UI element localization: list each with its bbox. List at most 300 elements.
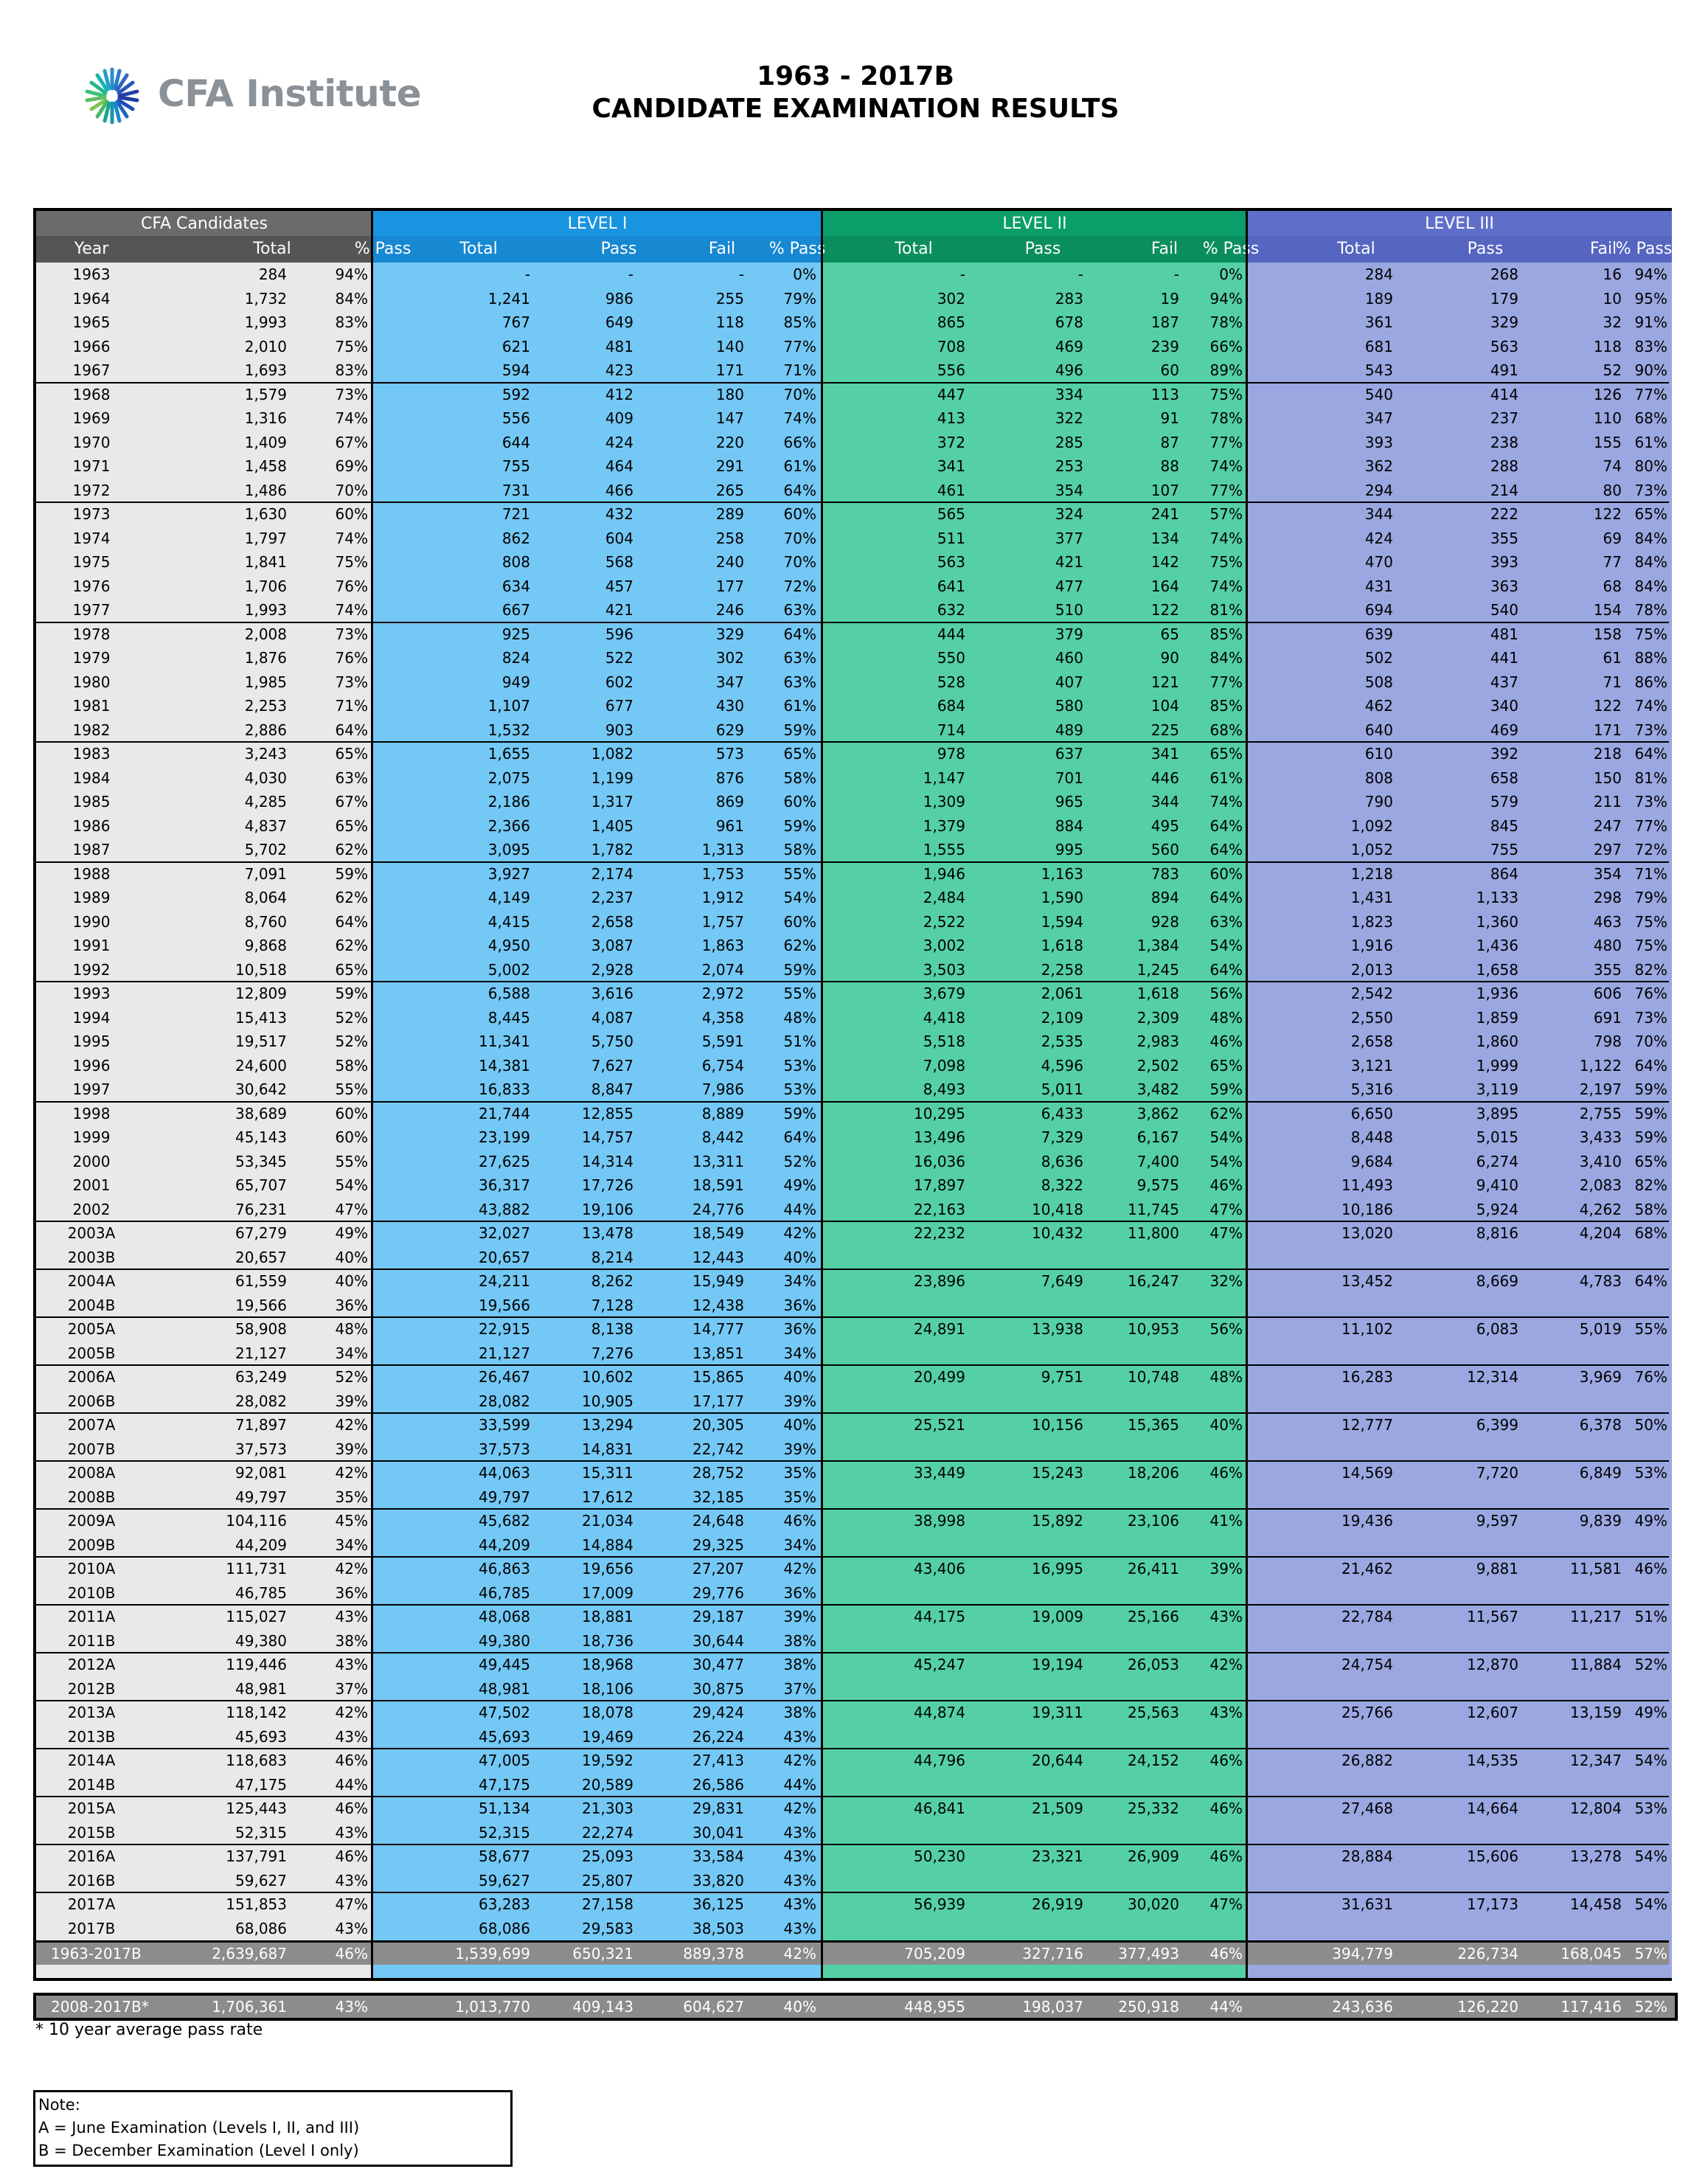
cell-l1-pass: 7,276 — [591, 1344, 633, 1362]
cell-l1-fail: 240 — [715, 553, 744, 571]
cell-l2-pass — [973, 1246, 1083, 1269]
cell-total: 151,853 — [226, 1895, 287, 1913]
cell-l3-total — [1260, 1533, 1393, 1557]
cell-l3-fail: 355 — [1593, 960, 1622, 979]
cell-l1-fail: 629 — [715, 721, 744, 739]
cell-l1-pass: 2,928 — [591, 960, 633, 979]
cell-l2-pct-pass: 94% — [1209, 289, 1243, 308]
cell-year: 1990 — [72, 912, 111, 931]
cell-l2-pct-pass: 81% — [1209, 601, 1243, 619]
cell-l3-pct-pass: 71% — [1634, 864, 1667, 883]
table-row — [36, 1365, 1669, 1389]
cell-l3-pass: 393 — [1490, 553, 1518, 571]
cell-l3-pass: 1,436 — [1476, 937, 1518, 954]
cell-l3-total — [1260, 1389, 1393, 1413]
table-row — [36, 1173, 1669, 1198]
cell-l3-pct-pass: 84% — [1634, 529, 1667, 547]
cell-year: 1996 — [72, 1056, 111, 1075]
grand-total-row — [36, 1940, 1669, 1965]
cell-pct-pass: 62% — [335, 841, 368, 858]
cell-l2-pct-pass: 54% — [1209, 937, 1243, 954]
column-header-l1-total: Total — [459, 240, 498, 258]
cell-pct-pass: 84% — [335, 289, 368, 308]
cell-l3-total: 362 — [1364, 457, 1393, 475]
cell-total: 44,209 — [235, 1535, 287, 1554]
cell-l2-total: 341 — [937, 457, 965, 475]
cell-l1-fail: 7,986 — [701, 1080, 744, 1098]
cell-l3-fail: 12,347 — [1570, 1752, 1622, 1769]
cell-l3-total: 1,431 — [1350, 889, 1393, 906]
cell-l1-pct-pass: 43% — [783, 1823, 816, 1842]
cell-l1-fail: 118 — [715, 313, 744, 331]
cell-l2-pass — [973, 1342, 1083, 1365]
cell-pct-pass: 49% — [335, 1224, 368, 1242]
cell-year: 1991 — [72, 937, 111, 954]
cell-l2-total: 1,555 — [923, 841, 965, 858]
total-cell-l1-pct-pass: 40% — [783, 1998, 816, 2016]
cell-year: 2014A — [67, 1752, 116, 1769]
cell-l2-total: 16,036 — [914, 1152, 965, 1170]
cell-l2-pass: 8,322 — [1041, 1176, 1083, 1194]
cell-l2-pass: 421 — [1055, 553, 1083, 571]
cell-l1-pct-pass: 40% — [783, 1416, 816, 1434]
cell-l1-pass: 596 — [605, 625, 633, 643]
cell-l1-pct-pass: 37% — [783, 1679, 816, 1698]
cell-l2-pct-pass: 64% — [1209, 960, 1243, 979]
cell-year: 2014B — [67, 1775, 116, 1794]
cell-l2-total: 25,521 — [914, 1416, 965, 1434]
cell-l1-pass: 19,656 — [582, 1560, 633, 1578]
cell-l2-pct-pass — [1187, 1533, 1243, 1557]
cell-l3-pct-pass: 53% — [1634, 1800, 1667, 1817]
cell-pct-pass: 35% — [335, 1488, 368, 1506]
cell-l2-fail: 783 — [1150, 864, 1179, 883]
cell-l1-total: 26,467 — [479, 1368, 530, 1386]
cell-l1-fail: 33,820 — [692, 1871, 744, 1889]
column-header-row — [36, 236, 1673, 263]
cell-l1-pct-pass: 61% — [783, 697, 816, 715]
cell-l1-pass: 19,592 — [582, 1752, 633, 1769]
cell-l2-fail: 25,332 — [1128, 1800, 1179, 1817]
table-row — [36, 622, 1669, 647]
cell-pct-pass: 47% — [335, 1895, 368, 1913]
cell-l3-pct-pass: 64% — [1634, 745, 1667, 763]
cell-l3-fail: 3,433 — [1579, 1128, 1622, 1146]
cell-l1-fail: 30,644 — [692, 1631, 744, 1650]
cell-l2-fail: 15,365 — [1128, 1416, 1179, 1434]
cell-l1-pct-pass: 38% — [783, 1631, 816, 1650]
cell-l1-pass: 27,158 — [582, 1895, 633, 1913]
cell-total: 19,566 — [235, 1296, 287, 1314]
cell-pct-pass: 42% — [335, 1560, 368, 1578]
cell-total: 4,030 — [244, 768, 287, 787]
row-group-separator — [36, 1412, 1669, 1414]
cell-l3-fail: 32 — [1603, 313, 1622, 331]
cell-l2-fail: 104 — [1150, 697, 1179, 715]
cell-l2-total: 708 — [937, 337, 965, 355]
column-header-total: Total — [253, 240, 291, 258]
table-row — [36, 958, 1669, 982]
cell-total: 118,142 — [226, 1704, 287, 1721]
cell-l1-fail: 5,591 — [701, 1032, 744, 1050]
cell-total: 24,600 — [235, 1056, 287, 1075]
cell-total: 2,010 — [244, 337, 287, 355]
cell-l2-total: 565 — [937, 505, 965, 523]
cell-l3-pass: 17,173 — [1467, 1895, 1518, 1913]
cell-l2-total: 13,496 — [914, 1128, 965, 1146]
cell-l2-total — [833, 1485, 965, 1509]
cell-l3-pct-pass — [1629, 1917, 1667, 1940]
cell-l1-pct-pass: 70% — [783, 553, 816, 571]
cell-l3-total: 11,493 — [1341, 1176, 1393, 1194]
cell-pct-pass: 73% — [335, 673, 368, 691]
column-header-l3-pct-pass: % Pass — [1615, 240, 1673, 258]
cell-l2-pct-pass: 74% — [1209, 793, 1243, 811]
cell-l3-fail: 14,458 — [1570, 1895, 1622, 1913]
cell-l1-total: 5,002 — [487, 960, 530, 979]
cell-pct-pass: 65% — [335, 816, 368, 835]
cell-total: 1,458 — [244, 457, 287, 475]
cell-l3-fail: 68 — [1603, 577, 1622, 595]
cell-pct-pass: 34% — [335, 1344, 368, 1362]
cell-l3-pass: 1,133 — [1476, 889, 1518, 906]
cell-l3-total: 31,631 — [1341, 1895, 1393, 1913]
cell-total: 76,231 — [235, 1200, 287, 1218]
cell-pct-pass: 46% — [335, 1752, 368, 1769]
cell-l1-pct-pass: 48% — [783, 1008, 816, 1027]
cell-l3-total: 347 — [1364, 409, 1393, 427]
cell-l2-pct-pass: 74% — [1209, 577, 1243, 595]
cell-l1-pct-pass: 63% — [783, 673, 816, 691]
cell-year: 1986 — [72, 816, 111, 835]
cell-l2-pass: 407 — [1055, 673, 1083, 691]
cell-l1-fail: 15,865 — [692, 1368, 744, 1386]
cell-pct-pass: 46% — [335, 1847, 368, 1865]
cell-l2-pct-pass: 64% — [1209, 889, 1243, 906]
group-header-row — [36, 211, 1669, 237]
cell-l3-total: 24,754 — [1341, 1656, 1393, 1673]
cell-l2-fail: 122 — [1150, 601, 1179, 619]
cell-l2-pct-pass: 41% — [1209, 1512, 1243, 1530]
cell-l1-fail: 26,586 — [692, 1775, 744, 1794]
cell-l1-total: 4,415 — [487, 912, 530, 931]
cell-l1-total: - — [524, 266, 530, 283]
cell-pct-pass: 42% — [335, 1704, 368, 1721]
cell-l1-total: 48,068 — [479, 1608, 530, 1625]
cell-l3-pass: 864 — [1490, 864, 1518, 883]
cell-l3-fail: 211 — [1593, 793, 1622, 811]
cell-l2-pass: 510 — [1055, 601, 1083, 619]
cell-l1-total: 2,366 — [487, 816, 530, 835]
cell-l2-pass: 8,636 — [1041, 1152, 1083, 1170]
cell-l2-total — [833, 1533, 965, 1557]
table-row — [36, 1342, 1669, 1366]
cell-l2-pass: 701 — [1055, 768, 1083, 787]
cell-l3-total — [1260, 1581, 1393, 1605]
cell-l1-pass: 12,855 — [582, 1104, 633, 1122]
cell-l1-pass: 5,750 — [591, 1032, 633, 1050]
cell-l3-pct-pass: 81% — [1634, 768, 1667, 787]
table-row — [36, 1869, 1669, 1893]
cell-l3-fail: 606 — [1593, 985, 1622, 1002]
cell-l2-fail: 894 — [1150, 889, 1179, 906]
cell-l1-total: 51,134 — [479, 1800, 530, 1817]
cell-l1-pass: 903 — [605, 721, 633, 739]
cell-l3-pass: 392 — [1490, 745, 1518, 763]
table-row — [36, 1413, 1669, 1437]
cell-l2-pct-pass: 75% — [1209, 385, 1243, 403]
table-row — [36, 1844, 1669, 1869]
cell-l3-pct-pass: 50% — [1634, 1416, 1667, 1434]
cell-l2-fail: 60 — [1160, 361, 1179, 379]
cell-l2-pass: 19,009 — [1032, 1608, 1083, 1625]
cell-pct-pass: 74% — [335, 409, 368, 427]
cell-l3-pct-pass: 84% — [1634, 577, 1667, 595]
cell-l1-pct-pass: 43% — [783, 1727, 816, 1746]
cell-l1-fail: 18,591 — [692, 1176, 744, 1194]
cell-l1-total: 4,950 — [487, 937, 530, 954]
total-cell-year: 1963-2017B — [51, 1945, 142, 1962]
cell-l2-pass — [973, 1821, 1083, 1844]
table-row — [36, 1269, 1669, 1294]
cell-l2-fail: 18,206 — [1128, 1464, 1179, 1482]
cell-l3-pass — [1400, 1342, 1518, 1365]
cell-l1-pct-pass: 49% — [783, 1176, 816, 1194]
cell-l3-pass: 6,083 — [1476, 1320, 1518, 1338]
cell-l3-total — [1260, 1437, 1393, 1461]
cell-l2-fail: 142 — [1150, 553, 1179, 571]
cell-year: 1987 — [72, 841, 111, 858]
cell-l3-fail — [1526, 1342, 1622, 1365]
cell-l1-total: 21,744 — [479, 1104, 530, 1122]
table-row — [36, 335, 1669, 359]
cell-l2-pct-pass: 89% — [1209, 361, 1243, 379]
cell-l1-total: 3,927 — [487, 864, 530, 883]
cell-l2-fail: 560 — [1150, 841, 1179, 858]
cell-l2-fail: 241 — [1150, 505, 1179, 523]
cell-pct-pass: 64% — [335, 912, 368, 931]
row-group-separator — [36, 1796, 1669, 1797]
cell-l3-fail: 1,122 — [1579, 1056, 1622, 1075]
cell-l2-fail: 26,909 — [1128, 1847, 1179, 1865]
total-cell-l1-total: 1,539,699 — [455, 1945, 530, 1962]
cell-l3-pct-pass — [1629, 1389, 1667, 1413]
cell-l2-fail: 19 — [1160, 289, 1179, 308]
cell-year: 2010B — [67, 1583, 116, 1602]
cell-l1-fail: 32,185 — [692, 1488, 744, 1506]
cell-l2-pct-pass: 46% — [1209, 1032, 1243, 1050]
cell-year: 1978 — [72, 625, 111, 643]
cell-pct-pass: 54% — [335, 1176, 368, 1194]
cell-l1-total: 48,981 — [479, 1679, 530, 1698]
cell-l3-pass: 658 — [1490, 768, 1518, 787]
cell-l2-pct-pass — [1187, 1869, 1243, 1892]
cell-l1-pct-pass: 35% — [783, 1464, 816, 1482]
cell-l3-fail: 3,410 — [1579, 1152, 1622, 1170]
cell-l1-pct-pass: 40% — [783, 1248, 816, 1266]
cell-l3-pct-pass: 64% — [1634, 1272, 1667, 1290]
cell-l2-fail — [1091, 1294, 1179, 1317]
cell-l1-pass: 19,469 — [582, 1727, 633, 1746]
cell-l3-pct-pass: 80% — [1634, 457, 1667, 475]
cell-l2-fail — [1091, 1821, 1179, 1844]
cell-l3-fail — [1526, 1246, 1622, 1269]
cell-l3-pass: 469 — [1490, 721, 1518, 739]
cell-l1-pass: 14,757 — [582, 1128, 633, 1146]
cell-total: 21,127 — [235, 1344, 287, 1362]
cell-l1-total: 949 — [501, 673, 530, 691]
cell-l1-total: 3,095 — [487, 841, 530, 858]
total-cell-l2-fail: 377,493 — [1118, 1945, 1179, 1962]
table-row — [36, 1677, 1669, 1701]
cell-l1-fail: 6,754 — [701, 1056, 744, 1075]
cell-l1-fail: 22,742 — [692, 1440, 744, 1458]
table-row — [36, 1198, 1669, 1222]
row-group-separator — [36, 981, 1669, 982]
cell-l1-fail: 177 — [715, 577, 744, 595]
cell-total: 104,116 — [226, 1512, 287, 1530]
table-row — [36, 1102, 1669, 1126]
cell-l3-fail: 798 — [1593, 1032, 1622, 1050]
total-cell-l1-fail: 604,627 — [683, 1998, 744, 2016]
cell-l1-pct-pass: 43% — [783, 1847, 816, 1865]
cell-total: 1,316 — [244, 409, 287, 427]
cell-l2-pass: 16,995 — [1032, 1560, 1083, 1578]
cell-total: 45,693 — [235, 1727, 287, 1746]
cell-l3-pct-pass — [1629, 1773, 1667, 1797]
cell-pct-pass: 60% — [335, 505, 368, 523]
cell-l3-pass — [1400, 1294, 1518, 1317]
cell-l1-total: 28,082 — [479, 1392, 530, 1410]
cell-l3-fail: 4,262 — [1579, 1200, 1622, 1218]
cell-l1-fail: 38,503 — [692, 1919, 744, 1937]
cell-pct-pass: 55% — [335, 1080, 368, 1098]
cell-l1-fail: 2,972 — [701, 985, 744, 1002]
cell-l2-pct-pass — [1187, 1581, 1243, 1605]
cell-l1-pass: 986 — [605, 289, 633, 308]
cell-l2-pass: 354 — [1055, 481, 1083, 499]
cell-l2-fail: 225 — [1150, 721, 1179, 739]
cell-total: 19,517 — [235, 1032, 287, 1050]
cell-l2-pct-pass: 0% — [1219, 266, 1243, 283]
cell-l2-pass: 477 — [1055, 577, 1083, 595]
cell-pct-pass: 60% — [335, 1104, 368, 1122]
cell-l3-pass — [1400, 1917, 1518, 1940]
table-row — [36, 1533, 1669, 1558]
cell-l2-pass: 1,590 — [1041, 889, 1083, 906]
cell-l3-total: 808 — [1364, 768, 1393, 787]
cell-l2-fail: 10,748 — [1128, 1368, 1179, 1386]
cell-l3-total: 26,882 — [1341, 1752, 1393, 1769]
cell-l2-pass: 10,418 — [1032, 1200, 1083, 1218]
table-row — [36, 502, 1669, 527]
cell-l3-total: 21,462 — [1341, 1560, 1393, 1578]
cell-l3-pass: 355 — [1490, 529, 1518, 547]
cell-l3-total — [1260, 1342, 1393, 1365]
cell-l2-pct-pass: 77% — [1209, 673, 1243, 691]
cell-total: 38,689 — [235, 1104, 287, 1122]
table-row — [36, 1821, 1669, 1845]
cell-year: 1980 — [72, 673, 111, 691]
cell-l2-pct-pass: 48% — [1209, 1008, 1243, 1027]
total-cell-pct-pass: 43% — [335, 1998, 368, 2016]
cell-l3-fail — [1526, 1485, 1622, 1509]
cell-l3-pct-pass — [1629, 1246, 1667, 1269]
cell-l1-pct-pass: 44% — [783, 1200, 816, 1218]
cell-l2-pct-pass: 48% — [1209, 1368, 1243, 1386]
cell-l3-total: 189 — [1364, 289, 1393, 308]
cell-total: 119,446 — [226, 1656, 287, 1673]
cell-l3-pass: 237 — [1490, 409, 1518, 427]
cell-l2-total: 978 — [937, 745, 965, 763]
cell-l1-fail: 876 — [715, 768, 744, 787]
table-row — [36, 718, 1669, 743]
cell-pct-pass: 52% — [335, 1008, 368, 1027]
cell-year: 1965 — [72, 313, 111, 331]
cell-pct-pass: 75% — [335, 337, 368, 355]
cell-l1-pass: 412 — [605, 385, 633, 403]
average-footnote: * 10 year average pass rate — [35, 2021, 263, 2039]
cell-year: 1988 — [72, 864, 111, 883]
row-group-separator — [36, 1604, 1669, 1606]
cell-l3-fail: 80 — [1603, 481, 1622, 499]
cell-l3-total: 13,452 — [1341, 1272, 1393, 1290]
cell-l3-total: 639 — [1364, 625, 1393, 643]
cell-l1-total: 14,381 — [479, 1056, 530, 1075]
cell-l1-pass: 1,317 — [591, 793, 633, 811]
table-row — [36, 934, 1669, 958]
cell-l1-total: 731 — [501, 481, 530, 499]
cell-l3-fail — [1526, 1677, 1622, 1701]
cell-l2-total — [833, 1342, 965, 1365]
column-header-l3-fail: Fail — [1589, 240, 1617, 258]
cell-l2-total: 44,175 — [914, 1608, 965, 1625]
cell-l2-total: 7,098 — [923, 1056, 965, 1075]
table-row — [36, 1917, 1669, 1941]
cell-l2-total: 413 — [937, 409, 965, 427]
cell-l2-pass — [973, 1294, 1083, 1317]
cell-l1-fail: 29,424 — [692, 1704, 744, 1721]
table-row — [36, 790, 1669, 814]
total-cell-l1-total: 1,013,770 — [455, 1998, 530, 2016]
cell-l3-pass: 1,936 — [1476, 985, 1518, 1002]
cell-l3-fail: 118 — [1593, 337, 1622, 355]
cell-l2-pct-pass: 47% — [1209, 1224, 1243, 1242]
cell-l1-fail: 12,443 — [692, 1248, 744, 1266]
cell-l2-total — [833, 1773, 965, 1797]
cell-l1-pct-pass: 34% — [783, 1344, 816, 1362]
cell-total: 125,443 — [226, 1800, 287, 1817]
cell-l2-total — [833, 1725, 965, 1749]
cell-l3-fail: 171 — [1593, 721, 1622, 739]
cell-l3-fail: 16 — [1603, 266, 1622, 283]
cell-year: 2004B — [67, 1296, 116, 1314]
cell-l2-total — [833, 1821, 965, 1844]
cell-l3-total: 540 — [1364, 385, 1393, 403]
cell-l1-total: 20,657 — [479, 1248, 530, 1266]
row-group-separator — [36, 1508, 1669, 1510]
total-cell-pct-pass: 46% — [335, 1945, 368, 1962]
cell-l1-pass: 13,294 — [582, 1416, 633, 1434]
cell-l1-total: 634 — [501, 577, 530, 595]
cell-l2-fail: 87 — [1160, 433, 1179, 451]
cell-total: 15,413 — [235, 1008, 287, 1027]
cell-l2-pass — [973, 1677, 1083, 1701]
cell-l1-pass: 18,968 — [582, 1656, 633, 1673]
total-cell-l1-pass: 409,143 — [572, 1998, 633, 2016]
cell-total: 61,559 — [235, 1272, 287, 1290]
cell-pct-pass: 59% — [335, 985, 368, 1002]
